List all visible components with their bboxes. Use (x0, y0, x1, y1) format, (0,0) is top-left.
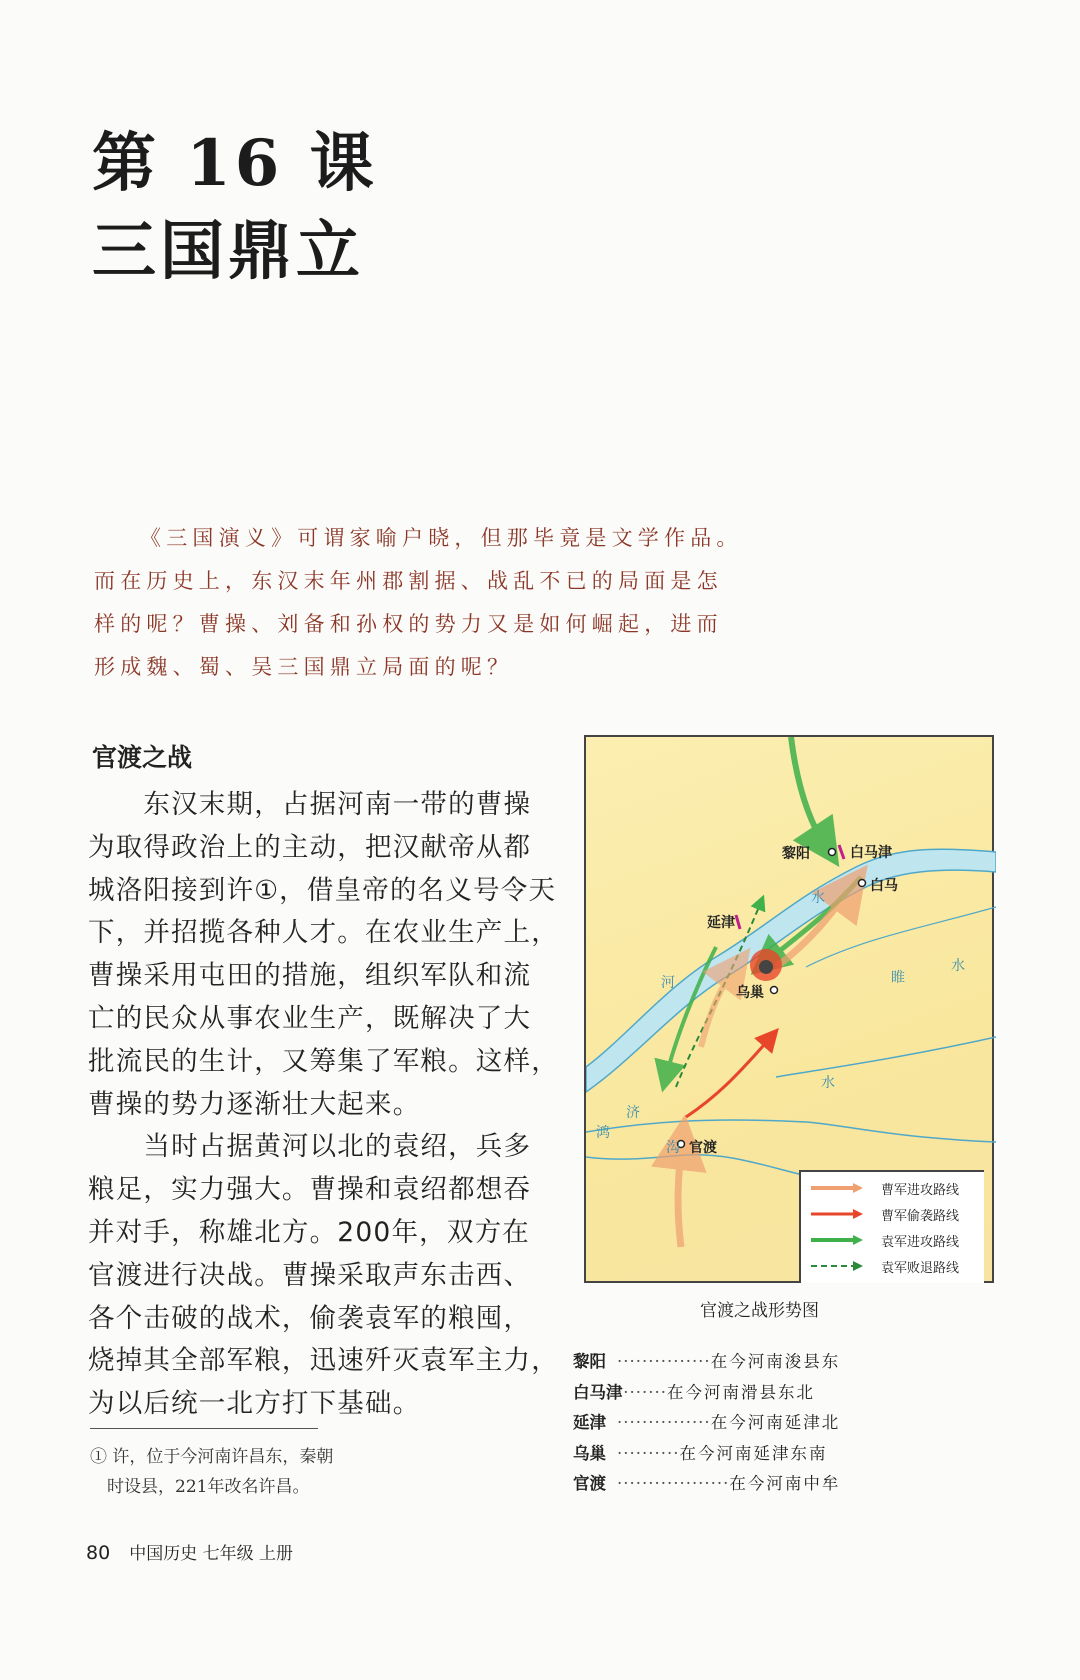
place-entry (573, 1379, 815, 1403)
place-description: 在今河南延津北 (710, 1413, 841, 1432)
intro-line: 样的呢？曹操、刘备和孙权的势力又是如何崛起，进而 (94, 612, 723, 636)
body-line: 批流民的生计，又筹集了军粮。这样， (88, 1045, 559, 1077)
legend-item: 袁军进攻路线 (811, 1230, 959, 1250)
page-footer (86, 1538, 293, 1565)
body-line: 东汉末期，占据河南一带的曹操 (88, 789, 532, 820)
body-line: 并对手，称雄北方。200年，双方在 (88, 1217, 530, 1248)
cao-attack-route (678, 1142, 682, 1247)
place-guandu: 官渡 (689, 1140, 717, 1156)
place-baimajin: 白马津 (850, 845, 892, 861)
place-name: 乌巢 (573, 1443, 606, 1463)
book-title: 中国历史 七年级 上册 (129, 1544, 294, 1564)
map-legend (799, 1170, 984, 1283)
leader-dots: ········ (617, 1382, 667, 1402)
body-line: 烧掉其全部军粮，迅速歼灭袁军主力， (88, 1345, 559, 1377)
battle-map (584, 735, 994, 1283)
river-label: 河 (661, 975, 675, 991)
section-heading: 官渡之战 (92, 743, 193, 772)
river-label: 睢 (891, 970, 905, 986)
leader-dots: ·················· (617, 1474, 730, 1493)
body-line: 为取得政治上的主动，把汉献帝从都 (88, 831, 532, 863)
leader-dots: ··············· (617, 1413, 711, 1432)
footnote-line: 时设县，221年改名许昌。 (90, 1477, 310, 1497)
map-caption: 官渡之战形势图 (700, 1301, 819, 1321)
place-entry (573, 1348, 840, 1372)
legend-item: 曹军进攻路线 (811, 1178, 959, 1198)
body-line: 为以后统一北方打下基础。 (88, 1388, 421, 1420)
river-label: 鸿 (596, 1125, 610, 1141)
place-description: 在今河南滑县东北 (666, 1382, 815, 1402)
body-line: 各个击破的战术，偷袭袁军的粮囤， (88, 1302, 532, 1334)
place-entry (573, 1470, 840, 1494)
river-label: 水 (821, 1075, 835, 1091)
legend-item: 曹军偷袭路线 (811, 1204, 959, 1224)
east-river (806, 907, 996, 967)
leader-dots: ·········· (617, 1443, 680, 1463)
place-name: 白马津 (573, 1382, 623, 1402)
cao-raid-route (686, 1037, 771, 1117)
body-line: 亡的民众从事农业生产，既解决了大 (88, 1003, 532, 1034)
yellow-river (586, 849, 996, 1092)
body-line: 曹操的势力逐渐壮大起来。 (88, 1088, 421, 1120)
river-label: 济 (626, 1105, 640, 1121)
legend-item: 袁军败退路线 (811, 1256, 959, 1276)
ji-river (586, 1120, 996, 1142)
footnote-line: ① 许，位于今河南许昌东，秦朝 (90, 1447, 334, 1467)
footnote-divider (90, 1428, 318, 1429)
intro-line: 而在历史上，东汉末年州郡割据、战乱不已的局面是怎 (94, 569, 723, 593)
place-liyang: 黎阳 (782, 846, 810, 862)
body-line: 当时占据黄河以北的袁绍，兵多 (88, 1131, 532, 1163)
place-entry (573, 1440, 827, 1464)
body-line: 下，并招揽各种人才。在农业生产上， (88, 917, 559, 949)
yuan-attack-route (791, 737, 826, 847)
place-wuchao: 乌巢 (736, 985, 764, 1001)
leader-dots: ··············· (617, 1352, 711, 1371)
lesson-number: 第 16 课 (92, 126, 378, 201)
place-yanjin: 延津 (707, 915, 735, 931)
place-description: 在今河南中牟 (729, 1474, 841, 1493)
place-baima: 白马 (870, 878, 898, 894)
body-line: 曹操采用屯田的措施，组织军队和流 (88, 960, 532, 992)
intro-line: 《三国演义》可谓家喻户晓，但那毕竟是文学作品。 (140, 526, 743, 550)
place-name: 黎阳 (573, 1352, 606, 1371)
river-label: 水 (951, 958, 965, 974)
lesson-title: 三国鼎立 (92, 214, 364, 289)
body-line: 城洛阳接到许①，借皇帝的名义号令天 (88, 874, 557, 906)
river-label: 沟 (666, 1140, 680, 1156)
place-description: 在今河南延津东南 (679, 1443, 828, 1463)
sui-river (776, 1037, 996, 1077)
river-label: 水 (811, 890, 825, 906)
place-name: 官渡 (573, 1474, 606, 1493)
body-line: 粮足，实力强大。曹操和袁绍都想吞 (88, 1174, 532, 1206)
page-number: 80 (86, 1542, 111, 1564)
place-name: 延津 (573, 1413, 606, 1432)
place-description: 在今河南浚县东 (710, 1352, 841, 1371)
intro-line: 形成魏、蜀、吴三国鼎立局面的呢？ (94, 655, 514, 679)
body-line: 官渡进行决战。曹操采取声东击西、 (88, 1259, 532, 1291)
place-entry (573, 1409, 840, 1433)
